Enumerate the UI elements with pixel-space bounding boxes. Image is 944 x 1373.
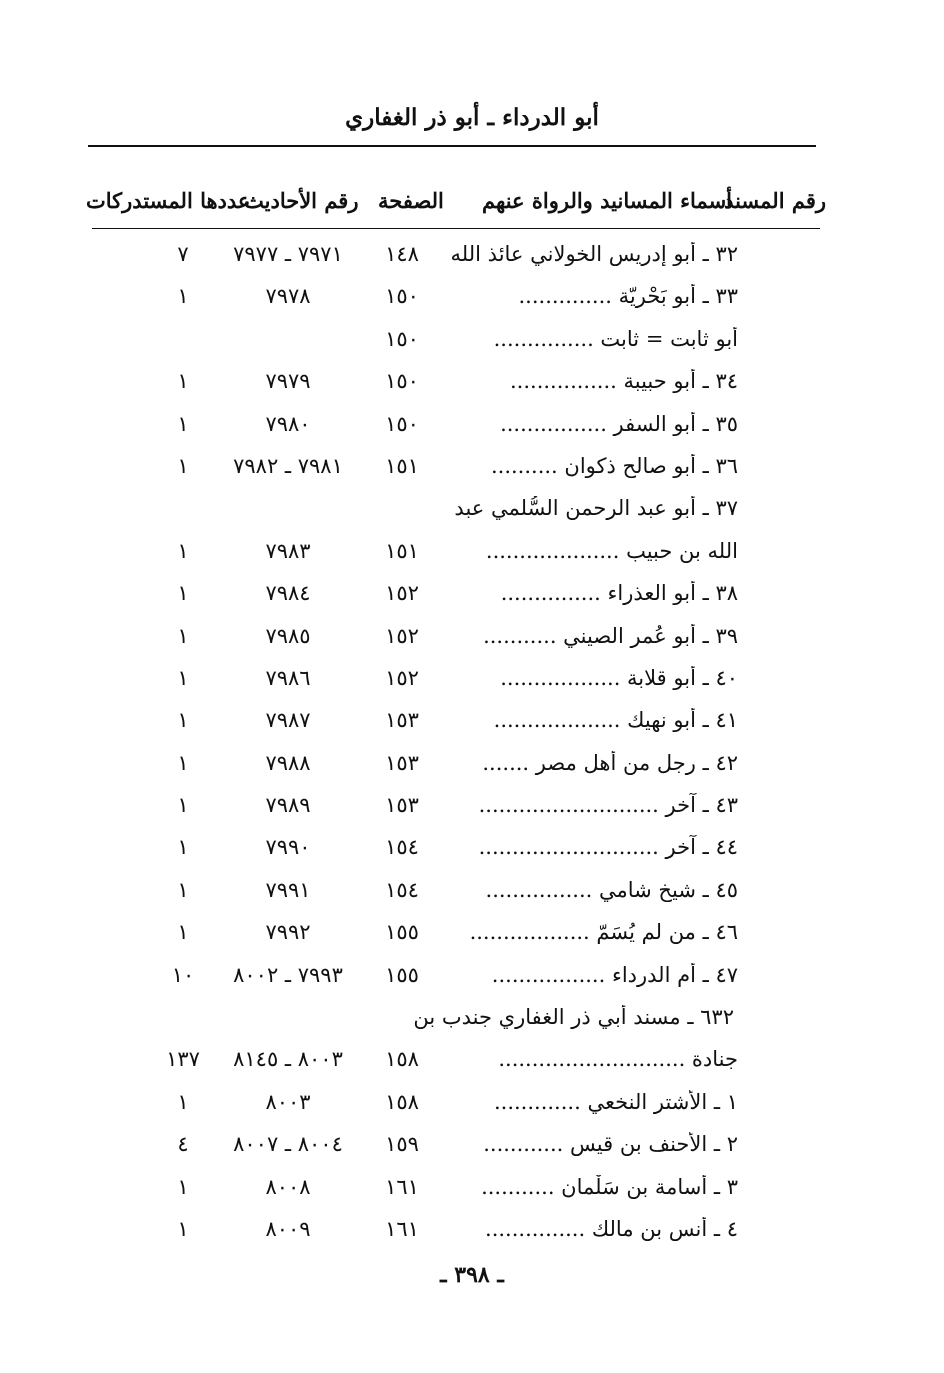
row-page: ١٥٣ <box>385 793 419 818</box>
row-count: ١ <box>177 538 189 563</box>
row-hadith-nos: ٧٩٩٢ <box>265 920 311 945</box>
row-count: ١ <box>177 453 189 478</box>
row-page: ١٥١ <box>385 538 419 563</box>
col-count: عددها المستدركات <box>86 188 251 213</box>
row-hadith-nos: ٧٩٧١ ـ ٧٩٧٧ <box>233 242 343 266</box>
col-musnad-no: رقم المسند <box>724 188 826 213</box>
row-hadith-nos: ٨٠٠٩ <box>265 1216 311 1241</box>
row-name: ٤٢ ـ رجل من أهل مصر ....... <box>482 750 738 775</box>
row-page: ١٥٠ <box>385 284 419 309</box>
table-row <box>0 319 944 361</box>
col-hadith-nos: رقم الأحاديث <box>244 188 359 213</box>
table-row <box>0 446 944 488</box>
row-page: ١٥٢ <box>385 581 419 606</box>
row-page: ١٥٨ <box>385 1089 419 1114</box>
row-name: ٤١ ـ أبو نهيك ................... <box>493 708 738 733</box>
row-name: ٣٣ ـ أبو بَحْرِيّة .............. <box>518 284 738 309</box>
col-page: الصفحة <box>378 188 444 213</box>
row-count: ١ <box>177 835 189 860</box>
row-count: ١ <box>177 708 189 733</box>
row-page: ١٥٠ <box>385 411 419 436</box>
row-name: ٣٥ ـ أبو السفر ................ <box>500 411 738 436</box>
row-hadith-nos: ٨٠٠٨ <box>265 1174 311 1199</box>
row-name: ٣٢ ـ أبو إدريس الخولاني عائذ الله <box>450 242 738 266</box>
row-name: ٢ ـ الأحنف بن قيس ............ <box>483 1132 738 1157</box>
row-count: ١ <box>177 369 189 394</box>
row-page: ١٥٣ <box>385 708 419 733</box>
table-row <box>0 827 944 869</box>
row-count: ١ <box>177 750 189 775</box>
row-hadith-nos: ٧٩٨٦ <box>265 665 311 690</box>
table-row <box>0 1124 944 1166</box>
row-page: ١٥٠ <box>385 369 419 394</box>
row-hadith-nos: ٧٩٧٩ <box>265 369 311 394</box>
table-row <box>0 616 944 658</box>
col-names: أسماء المسانيد والرواة عنهم <box>482 188 732 213</box>
row-page: ١٥٩ <box>385 1132 419 1157</box>
page-number: ـ ٣٩٨ ـ <box>440 1262 504 1288</box>
row-count: ١ <box>177 793 189 818</box>
row-name: ٤٧ ـ أم الدرداء ................. <box>491 962 738 987</box>
row-hadith-nos: ٨٠٠٣ <box>265 1089 311 1114</box>
row-name: ٣٩ ـ أبو عُمر الصيني ........... <box>483 623 738 648</box>
row-count: ١ <box>177 920 189 945</box>
row-name: ٤٦ ـ من لم يُسَمّ .................. <box>469 920 738 945</box>
row-name: ٣٤ ـ أبو حبيبة ................ <box>510 369 738 394</box>
table-row <box>0 1209 944 1251</box>
row-page: ١٥٤ <box>385 877 419 902</box>
row-count: ١٠ <box>171 962 195 987</box>
row-count: ٤ <box>177 1132 189 1157</box>
row-name: ٤٤ ـ آخر ........................... <box>478 835 738 860</box>
row-page: ١٦١ <box>385 1174 419 1199</box>
row-page: ١٥٥ <box>385 920 419 945</box>
row-hadith-nos: ٧٩٩٠ <box>265 835 311 860</box>
table-row <box>0 997 944 1039</box>
row-page: ١٥٢ <box>385 665 419 690</box>
row-hadith-nos: ٧٩٨٩ <box>265 793 311 818</box>
table-row <box>0 955 944 997</box>
row-name: ٤ ـ أنس بن مالك ............... <box>485 1216 738 1241</box>
table-row <box>0 1167 944 1209</box>
table-row <box>0 743 944 785</box>
row-page: ١٦١ <box>385 1216 419 1241</box>
row-name: ٣ ـ أسامة بن سَلْمان ........... <box>481 1174 738 1199</box>
row-count: ١ <box>177 1216 189 1241</box>
row-name: ٤٠ ـ أبو قلابة .................. <box>500 665 738 690</box>
row-hadith-nos: ٨٠٠٣ ـ ٨١٤٥ <box>233 1047 343 1072</box>
row-hadith-nos: ٧٩٨١ ـ ٧٩٨٢ <box>233 453 343 478</box>
column-headers <box>0 188 944 224</box>
table-row <box>0 276 944 318</box>
table-row <box>0 912 944 954</box>
row-name: ٣٦ ـ أبو صالح ذكوان .......... <box>490 453 738 478</box>
row-name: ٣٧ ـ أبو عبد الرحمن السُّلمي عبد <box>454 496 738 521</box>
index-table <box>0 234 944 1251</box>
table-row <box>0 1082 944 1124</box>
row-count: ٧ <box>177 242 189 266</box>
row-hadith-nos: ٧٩٩٣ ـ ٨٠٠٢ <box>233 962 343 987</box>
row-count: ١ <box>177 665 189 690</box>
column-header-rule <box>92 228 820 229</box>
row-name: ٤٥ ـ شيخ شامي ................ <box>485 877 738 902</box>
row-name: ٤٣ ـ آخر ........................... <box>478 793 738 818</box>
table-row <box>0 404 944 446</box>
row-count: ١ <box>177 623 189 648</box>
row-hadith-nos: ٧٩٩١ <box>265 877 311 902</box>
row-hadith-nos: ٧٩٨٠ <box>265 411 311 436</box>
row-name: الله بن حبيب .................... <box>485 538 738 563</box>
row-count: ١٣٧ <box>166 1047 200 1072</box>
row-name: ١ ـ الأشتر النخعي ............. <box>493 1089 738 1114</box>
row-count: ١ <box>177 877 189 902</box>
table-row <box>0 1039 944 1081</box>
row-hadith-nos: ٧٩٨٤ <box>265 581 311 606</box>
row-count: ١ <box>177 581 189 606</box>
table-row <box>0 785 944 827</box>
row-hadith-nos: ٧٩٧٨ <box>265 284 311 309</box>
row-page: ١٥٥ <box>385 962 419 987</box>
table-row <box>0 531 944 573</box>
row-hadith-nos: ٧٩٨٨ <box>265 750 311 775</box>
row-count: ١ <box>177 284 189 309</box>
row-page: ١٥٣ <box>385 750 419 775</box>
row-page: ١٥٢ <box>385 623 419 648</box>
row-hadith-nos: ٨٠٠٤ ـ ٨٠٠٧ <box>233 1132 343 1157</box>
table-row <box>0 234 944 276</box>
row-name: جنادة ............................ <box>498 1047 738 1072</box>
table-row <box>0 573 944 615</box>
row-count: ١ <box>177 411 189 436</box>
row-page: ١٤٨ <box>385 242 419 266</box>
table-row <box>0 361 944 403</box>
row-name: أبو ثابت = ثابت ............... <box>493 326 738 351</box>
row-count: ١ <box>177 1174 189 1199</box>
row-page: ١٥١ <box>385 453 419 478</box>
table-row <box>0 488 944 530</box>
running-header: أبو الدرداء ـ أبو ذر الغفاري <box>345 104 599 131</box>
row-page: ١٥٠ <box>385 326 419 351</box>
row-page: ١٥٤ <box>385 835 419 860</box>
row-hadith-nos: ٧٩٨٧ <box>265 708 311 733</box>
row-count: ١ <box>177 1089 189 1114</box>
row-page: ١٥٨ <box>385 1047 419 1072</box>
table-row <box>0 700 944 742</box>
table-row <box>0 870 944 912</box>
row-hadith-nos: ٧٩٨٥ <box>265 623 311 648</box>
row-name: ٦٣٢ ـ مسند أبي ذر الغفاري جندب بن <box>413 1005 734 1030</box>
row-hadith-nos: ٧٩٨٣ <box>265 538 311 563</box>
table-row <box>0 658 944 700</box>
row-name: ٣٨ ـ أبو العذراء ............... <box>500 581 738 606</box>
header-rule <box>88 145 816 147</box>
